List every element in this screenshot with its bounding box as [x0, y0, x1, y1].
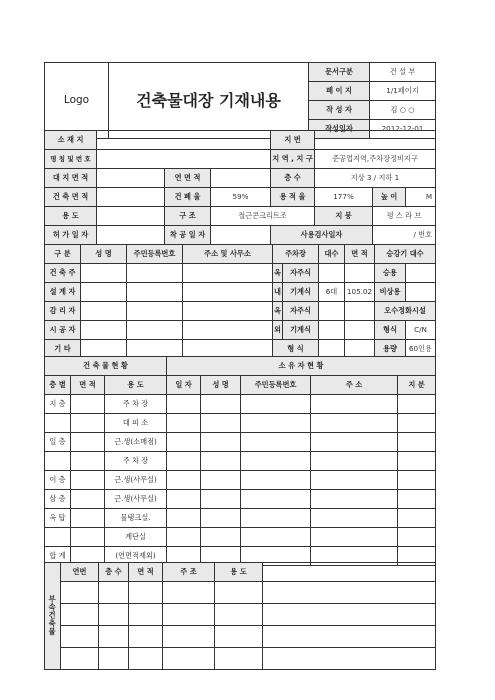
- parking-area: [345, 264, 375, 283]
- label-inspection-date: 사용검사일자: [271, 226, 373, 245]
- floor-label: 지 층: [45, 395, 71, 414]
- annex-label-text: 부속건축물: [48, 594, 58, 636]
- table-row: [45, 414, 436, 433]
- label-site-area: 대 지 면 적: [45, 169, 97, 188]
- col-category: 구 분: [45, 245, 81, 264]
- parking-count: [319, 302, 345, 321]
- section-building-status: 건 축 물 현 황: [45, 357, 167, 376]
- parking-area: 105.02: [345, 283, 375, 302]
- table-row: [45, 509, 436, 528]
- parking-area: [345, 302, 375, 321]
- annex-label: [45, 563, 61, 670]
- floor-label: [45, 414, 71, 433]
- value-height: M: [406, 188, 436, 207]
- floor-use: (연면적제외): [105, 547, 167, 566]
- floor-use: 근.생(소매점): [105, 433, 167, 452]
- info-table: [44, 130, 436, 245]
- col-parking: 주차장: [273, 245, 319, 264]
- meta-value: 김 ○ ○: [370, 101, 436, 120]
- col-annex-no: 연번: [61, 563, 99, 582]
- floor-label: [45, 528, 71, 547]
- label-start-date: 착 공 일 자: [165, 226, 211, 245]
- value-far: 177%: [315, 188, 373, 207]
- row-other: 기 타: [45, 340, 81, 359]
- col-annex-use: 용 도: [215, 563, 263, 582]
- parking-count: [319, 264, 345, 283]
- parking-side: 옥: [273, 302, 283, 321]
- parking-count: [319, 321, 345, 340]
- parking-area: [345, 321, 375, 340]
- row-supervisor: 감 리 자: [45, 302, 81, 321]
- elevator-passenger-label: 승용: [375, 264, 406, 283]
- meta-value: 건 설 부: [370, 63, 436, 82]
- col-owner-address: 주 소: [311, 376, 398, 395]
- table-row: [45, 452, 436, 471]
- parking-side: 외: [273, 321, 283, 340]
- meta-value: 2012-12-01: [370, 120, 436, 139]
- col-floor-use: 용 도: [105, 376, 167, 395]
- parking-form-label: 형 식: [273, 340, 319, 359]
- col-area: 면 적: [345, 245, 375, 264]
- elevator-emergency-label: 비상용: [375, 283, 406, 302]
- col-annex-structure: 주 조: [163, 563, 215, 582]
- table-row: [45, 395, 436, 414]
- col-floor-area: 면 적: [71, 376, 105, 395]
- label-coverage: 건 폐 율: [165, 188, 211, 207]
- label-permit-date: 허 가 일 자: [45, 226, 97, 245]
- header-table: [44, 62, 436, 139]
- col-name: 성 명: [81, 245, 127, 264]
- floor-use: 대 피 소: [105, 414, 167, 433]
- section-owner-status: 소 유 자 현 황: [167, 357, 436, 376]
- value-roof: 평 스 라 브: [373, 207, 436, 226]
- label-name: 명 칭 및 번 호: [45, 150, 97, 169]
- value-structure: 철근콘크리트조: [211, 207, 315, 226]
- row-designer: 설 계 자: [45, 283, 81, 302]
- label-floors: 층 수: [271, 169, 315, 188]
- sewage-type-value: C/N: [406, 321, 436, 340]
- floor-label: 합 계: [45, 547, 71, 566]
- table-row: [45, 433, 436, 452]
- col-annex-area: 면 적: [129, 563, 163, 582]
- col-annex-floors: 층 수: [99, 563, 129, 582]
- annex-table: [44, 562, 436, 670]
- meta-value: 1/1페이지: [370, 82, 436, 101]
- persons-table: [44, 244, 436, 359]
- floor-label: 일 층: [45, 433, 71, 452]
- col-count: 대수: [319, 245, 345, 264]
- logo: Logo: [45, 63, 109, 139]
- parking-side: 내: [273, 283, 283, 302]
- parking-side: 옥: [273, 264, 283, 283]
- label-location: 소 재 지: [45, 131, 97, 150]
- col-owner-name: 성 명: [201, 376, 241, 395]
- floor-use: 주 차 장: [105, 452, 167, 471]
- meta-label: 페 이 지: [309, 82, 370, 101]
- sewage-capacity-value: 60인용: [406, 340, 436, 359]
- label-structure: 구 조: [165, 207, 211, 226]
- floor-use: 주 차 장: [105, 395, 167, 414]
- parking-type: 자주식: [283, 302, 319, 321]
- table-row: [45, 490, 436, 509]
- col-address: 주소 및 사무소: [183, 245, 273, 264]
- parking-type: 기계식: [283, 321, 319, 340]
- label-use: 용 도: [45, 207, 97, 226]
- col-owner-id: 주민등록번호: [241, 376, 311, 395]
- table-row: [45, 528, 436, 547]
- meta-label: 문서구분: [309, 63, 370, 82]
- row-owner: 건 축 주: [45, 264, 81, 283]
- col-elevators: 승강기 대수: [375, 245, 436, 264]
- sewage-label: 오수정화시설: [375, 302, 436, 321]
- page-title: 건축물대장 기재내용: [109, 63, 309, 139]
- value-coverage: 59%: [211, 188, 271, 207]
- sewage-capacity-label: 용량: [375, 340, 406, 359]
- col-owner-date: 일 자: [167, 376, 201, 395]
- floor-use: 근.생(사무실): [105, 490, 167, 509]
- label-roof: 지 붕: [315, 207, 373, 226]
- label-height: 높 이: [373, 188, 406, 207]
- value-floors: 지상 3 / 지하 1: [315, 169, 436, 188]
- parking-type: 자주식: [283, 264, 319, 283]
- elevator-passenger-value: [406, 264, 436, 283]
- meta-label: 작 성 자: [309, 101, 370, 120]
- col-floor: 층 별: [45, 376, 71, 395]
- label-total-floor-area: 연 면 적: [165, 169, 211, 188]
- floor-use: 계단실: [105, 528, 167, 547]
- floor-label: 삼 층: [45, 490, 71, 509]
- value-inspection-no: / 번호: [373, 226, 436, 245]
- floor-label: 이 층: [45, 471, 71, 490]
- building-table: [44, 356, 436, 566]
- floor-label: [45, 452, 71, 471]
- col-id-number: 주민등록번호: [127, 245, 183, 264]
- sewage-type-label: 형식: [375, 321, 406, 340]
- value-zone: 준공업지역,주차장정비지구: [315, 150, 436, 169]
- label-far: 용 적 율: [271, 188, 315, 207]
- label-building-area: 건 축 면 적: [45, 188, 97, 207]
- parking-count: 6대: [319, 283, 345, 302]
- elevator-emergency-value: [406, 283, 436, 302]
- meta-label: 작성일자: [309, 120, 370, 139]
- row-builder: 시 공 자: [45, 321, 81, 340]
- col-owner-share: 지 분: [398, 376, 436, 395]
- floor-use: 물탱크실.: [105, 509, 167, 528]
- parking-type: 기계식: [283, 283, 319, 302]
- label-lot: 지 번: [271, 131, 315, 150]
- table-row: [45, 471, 436, 490]
- label-zone: 지 역 , 지 구: [271, 150, 315, 169]
- floor-use: 근.생(사무실): [105, 471, 167, 490]
- floor-label: 옥 탑: [45, 509, 71, 528]
